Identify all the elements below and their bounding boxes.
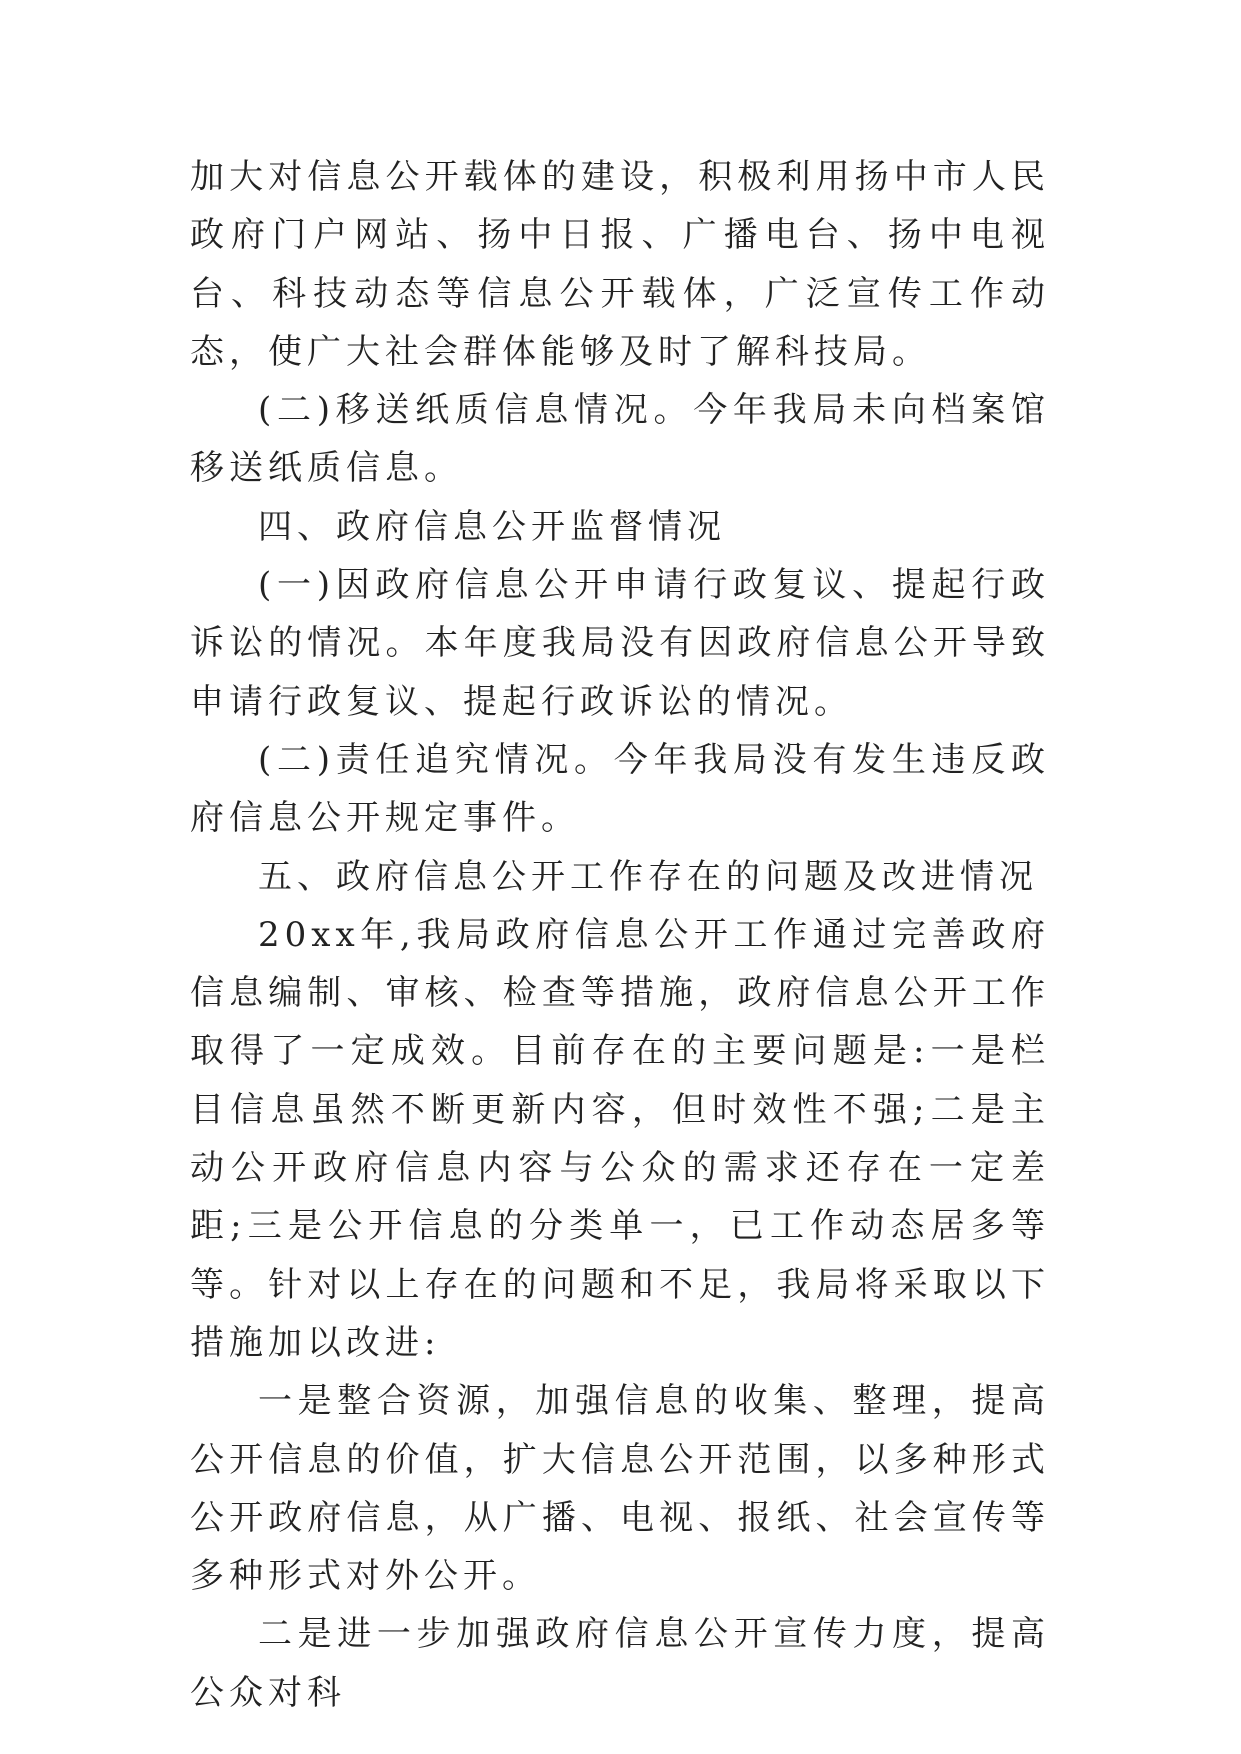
paragraph-measure-two: 二是进一步加强政府信息公开宣传力度，提高公众对科 bbox=[190, 1614, 1050, 1713]
paragraph-measure-one: 一是整合资源，加强信息的收集、整理，提高公开信息的价值，扩大信息公开范围，以多种形式公开政府信息，从广播、电视、报纸、社会宣传等多种形式对外公开。 bbox=[190, 1381, 1050, 1597]
section-heading-supervision: 四、政府信息公开监督情况 bbox=[258, 506, 726, 547]
paragraph-review-litigation: (一)因政府信息公开申请行政复议、提起行政诉讼的情况。本年度我局没有因政府信息公开导致申请行政复议、提起行政诉讼的情况。 bbox=[190, 565, 1050, 722]
paragraph-problems: 20xx年,我局政府信息公开工作通过完善政府信息编制、审核、检查等措施，政府信息公开工作取得了一定成效。目前存在的主要问题是:一是栏目信息虽然不断更新内容，但时效性不强;二是主动公开政府信息内容与公众的需求还存在一定差距;三是公开信息的分类单一，已工作动态居多等等。针对以上存在的问题和不足，我局将采取以下措施加以改进: bbox=[190, 914, 1050, 1363]
paragraph-paper-transfer: (二)移送纸质信息情况。今年我局未向档案馆移送纸质信息。 bbox=[190, 390, 1050, 489]
paragraph-continuation: 加大对信息公开载体的建设，积极利用扬中市人民政府门户网站、扬中日报、广播电台、扬中电视台、科技动态等信息公开载体，广泛宣传工作动态，使广大社会群体能够及时了解科技局。 bbox=[190, 157, 1050, 372]
paragraph-accountability: (二)责任追究情况。今年我局没有发生违反政府信息公开规定事件。 bbox=[190, 739, 1050, 839]
document-body bbox=[190, 148, 1050, 1722]
section-heading-problems: 五、政府信息公开工作存在的问题及改进情况 bbox=[258, 856, 1038, 897]
